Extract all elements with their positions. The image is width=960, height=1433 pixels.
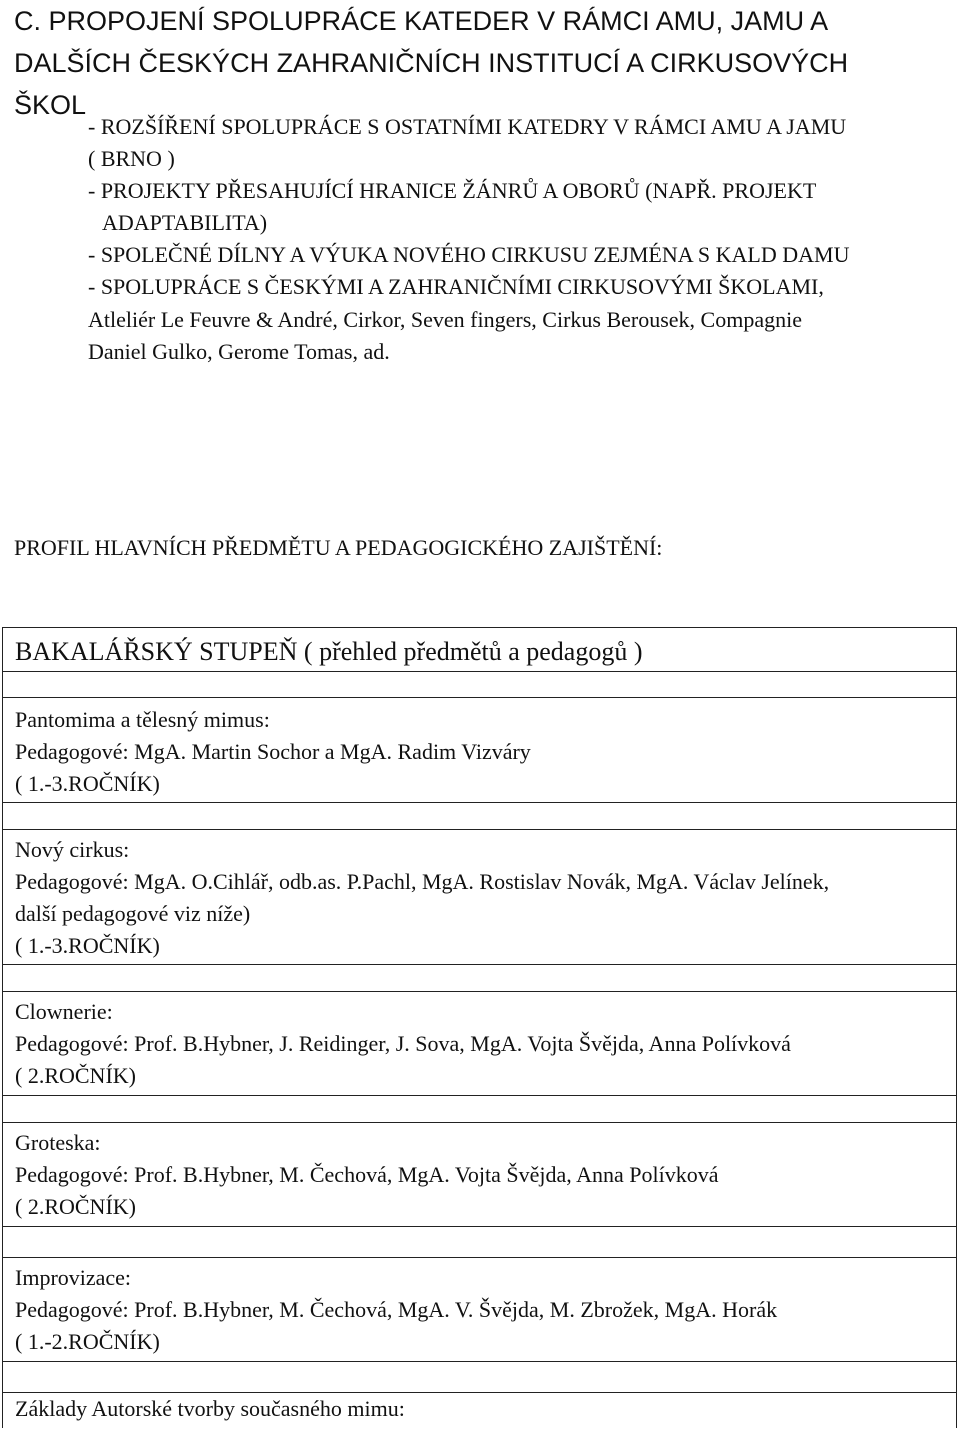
table-title-text: BAKALÁŘSKÝ STUPEŇ ( přehled předmětů a pedagogů ) <box>15 637 643 666</box>
subject-year: ( 1.-2.ROČNÍK) <box>15 1329 160 1354</box>
bullet-item <box>88 175 948 239</box>
table-row <box>3 1258 956 1362</box>
subject-teachers: Pedagogové: Prof. B.Hybner, J. Reidinger, J. Sova, MgA. Vojta Švějda, Anna Polívková <box>15 1031 791 1056</box>
subject-year: ( 1.-3.ROČNÍK) <box>15 933 160 958</box>
bullet-text: - ROZŠÍŘENÍ SPOLUPRÁCE S OSTATNÍMI KATEDRY V RÁMCI AMU A JAMU <box>88 114 847 139</box>
subject-teachers: Pedagogové: MgA. Martin Sochor a MgA. Radim Vizváry <box>15 739 531 764</box>
table-row <box>3 1123 956 1227</box>
subject-teachers: Pedagogové: Prof. B.Hybner, M. Čechová, MgA. Vojta Švějda, Anna Polívková <box>15 1162 719 1187</box>
bullet-text: - SPOLEČNÉ DÍLNY A VÝUKA NOVÉHO CIRKUSU ZEJMÉNA S KALD DAMU <box>88 242 850 267</box>
subject-year: ( 1.-3.ROČNÍK) <box>15 771 160 796</box>
partners-line: Daniel Gulko, Gerome Tomas, ad. <box>88 339 390 364</box>
table-spacer-row <box>3 672 956 698</box>
table-row <box>3 698 956 803</box>
subject-teachers: Pedagogové: MgA. O.Cihlář, odb.as. P.Pachl, MgA. Rostislav Novák, MgA. Václav Jelínek, <box>15 869 830 894</box>
bullet-item <box>88 111 948 175</box>
partners-line: Atleliér Le Feuvre & André, Cirkor, Seven fingers, Cirkus Berousek, Compagnie <box>88 307 802 332</box>
table-spacer-row <box>3 1362 956 1393</box>
table-spacer-row <box>3 1227 956 1258</box>
subject-teachers: Pedagogové: Prof. B.Hybner, M. Čechová, MgA. V. Švějda, M. Zbrožek, MgA. Horák <box>15 1297 778 1322</box>
bullet-item <box>88 239 948 271</box>
heading-line: DALŠÍCH ČESKÝCH ZAHRANIČNÍCH INSTITUCÍ A CIRKUSOVÝCH <box>14 48 849 78</box>
bullet-text-cont: ADAPTABILITA) <box>102 210 268 235</box>
heading-line: ŠKOL <box>14 90 87 120</box>
heading-line: C. PROPOJENÍ SPOLUPRÁCE KATEDER V RÁMCI AMU, JAMU A <box>14 6 829 36</box>
table-row <box>3 1393 956 1433</box>
subject-name: Základy Autorské tvorby současného mimu: <box>15 1396 405 1421</box>
profil-heading: PROFIL HLAVNÍCH PŘEDMĚTU A PEDAGOGICKÉHO ZAJIŠTĚNÍ: <box>14 535 663 560</box>
table-spacer-row <box>3 1096 956 1123</box>
table-spacer-row <box>3 803 956 830</box>
section-heading <box>14 0 954 126</box>
bullet-item <box>88 271 948 303</box>
bullet-text: - SPOLUPRÁCE S ČESKÝMI A ZAHRANIČNÍMI CIRKUSOVÝMI ŠKOLAMI, <box>88 274 824 299</box>
bullet-text-cont: ( BRNO ) <box>88 146 175 171</box>
subject-teachers-cont: další pedagogové viz níže) <box>15 901 251 926</box>
table-row <box>3 830 956 965</box>
subject-name: Nový cirkus: <box>15 837 130 862</box>
bullet-text: - PROJEKTY PŘESAHUJÍCÍ HRANICE ŽÁNRŮ A OBORŮ (NAPŘ. PROJEKT <box>88 178 817 203</box>
subject-year: ( 2.ROČNÍK) <box>15 1063 136 1088</box>
table-title <box>3 628 956 672</box>
subject-name: Pantomima a tělesný mimus: <box>15 707 270 732</box>
table-spacer-row <box>3 965 956 992</box>
subject-year: ( 2.ROČNÍK) <box>15 1194 136 1219</box>
subject-name: Improvizace: <box>15 1265 132 1290</box>
partners-text <box>88 304 948 368</box>
subjects-table <box>2 627 957 1428</box>
subject-name: Groteska: <box>15 1130 101 1155</box>
subject-name: Clownerie: <box>15 999 113 1024</box>
table-row <box>3 992 956 1096</box>
